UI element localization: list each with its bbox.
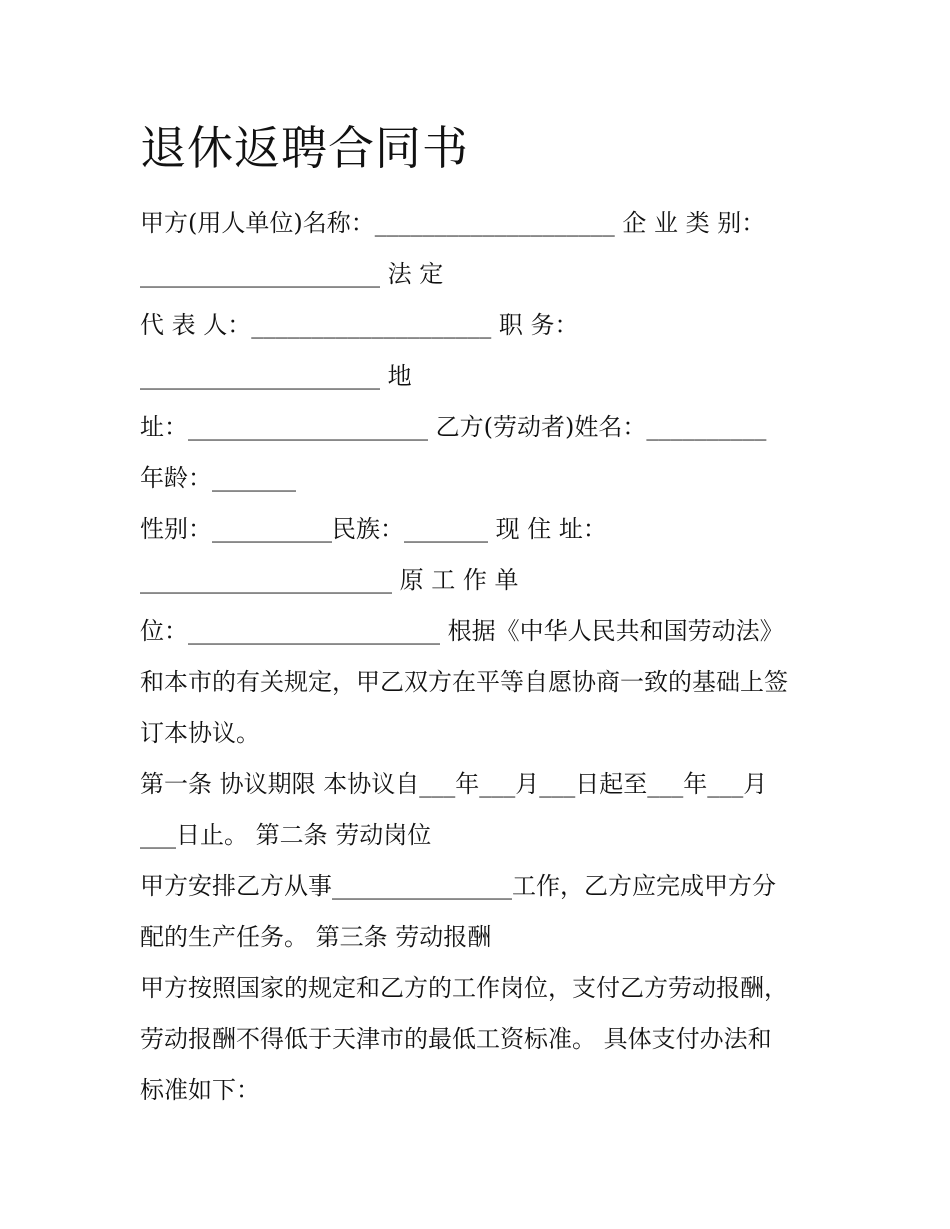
party-b-age-line: 年龄：_______ (140, 464, 296, 492)
party-a-representative-line: 代 表 人：____________________ 职 务： (140, 311, 579, 339)
preamble-line-2: 订本协议。 (140, 719, 260, 747)
preamble-line-1: 和本市的有关规定，甲乙双方在平等自愿协商一致的基础上签 (140, 668, 788, 696)
party-a-name-line: 甲方(用人单位)名称：____________________ 企 业 类 别： (140, 209, 766, 237)
party-b-gender-ethnicity-line: 性别：__________民族：_______ 现 住 址： (140, 515, 607, 543)
article-2-body-line-1: 甲方安排乙方从事_______________工作，乙方应完成甲方分 (140, 872, 776, 900)
party-a-address-line: 址：____________________ 乙方(劳动者)姓名：__________ (140, 413, 767, 441)
article-3-body-line-2: 劳动报酬不得低于天津市的最低工资标准。 具体支付办法和 (140, 1025, 772, 1053)
article-1-term-line: 第一条 协议期限 本协议自___年___月___日起至___年___月 (140, 770, 768, 798)
article-3-body-line-3: 标准如下： (140, 1076, 260, 1104)
party-a-category-line: ____________________ 法 定 (140, 260, 444, 288)
article-3-body-line-1: 甲方按照国家的规定和乙方的工作岗位，支付乙方劳动报酬， (140, 974, 788, 1002)
party-a-position-line: ____________________ 地 (140, 362, 412, 390)
party-b-former-employer-line: 位：_____________________ 根据《中华人民共和国劳动法》 (140, 617, 784, 645)
article-2-heading-line: ___日止。 第二条 劳动岗位 (140, 821, 432, 849)
document-title: 退休返聘合同书 (140, 121, 469, 175)
article-3-heading-line: 配的生产任务。 第三条 劳动报酬 (140, 923, 492, 951)
party-b-address-line: _____________________ 原 工 作 单 (140, 566, 519, 594)
